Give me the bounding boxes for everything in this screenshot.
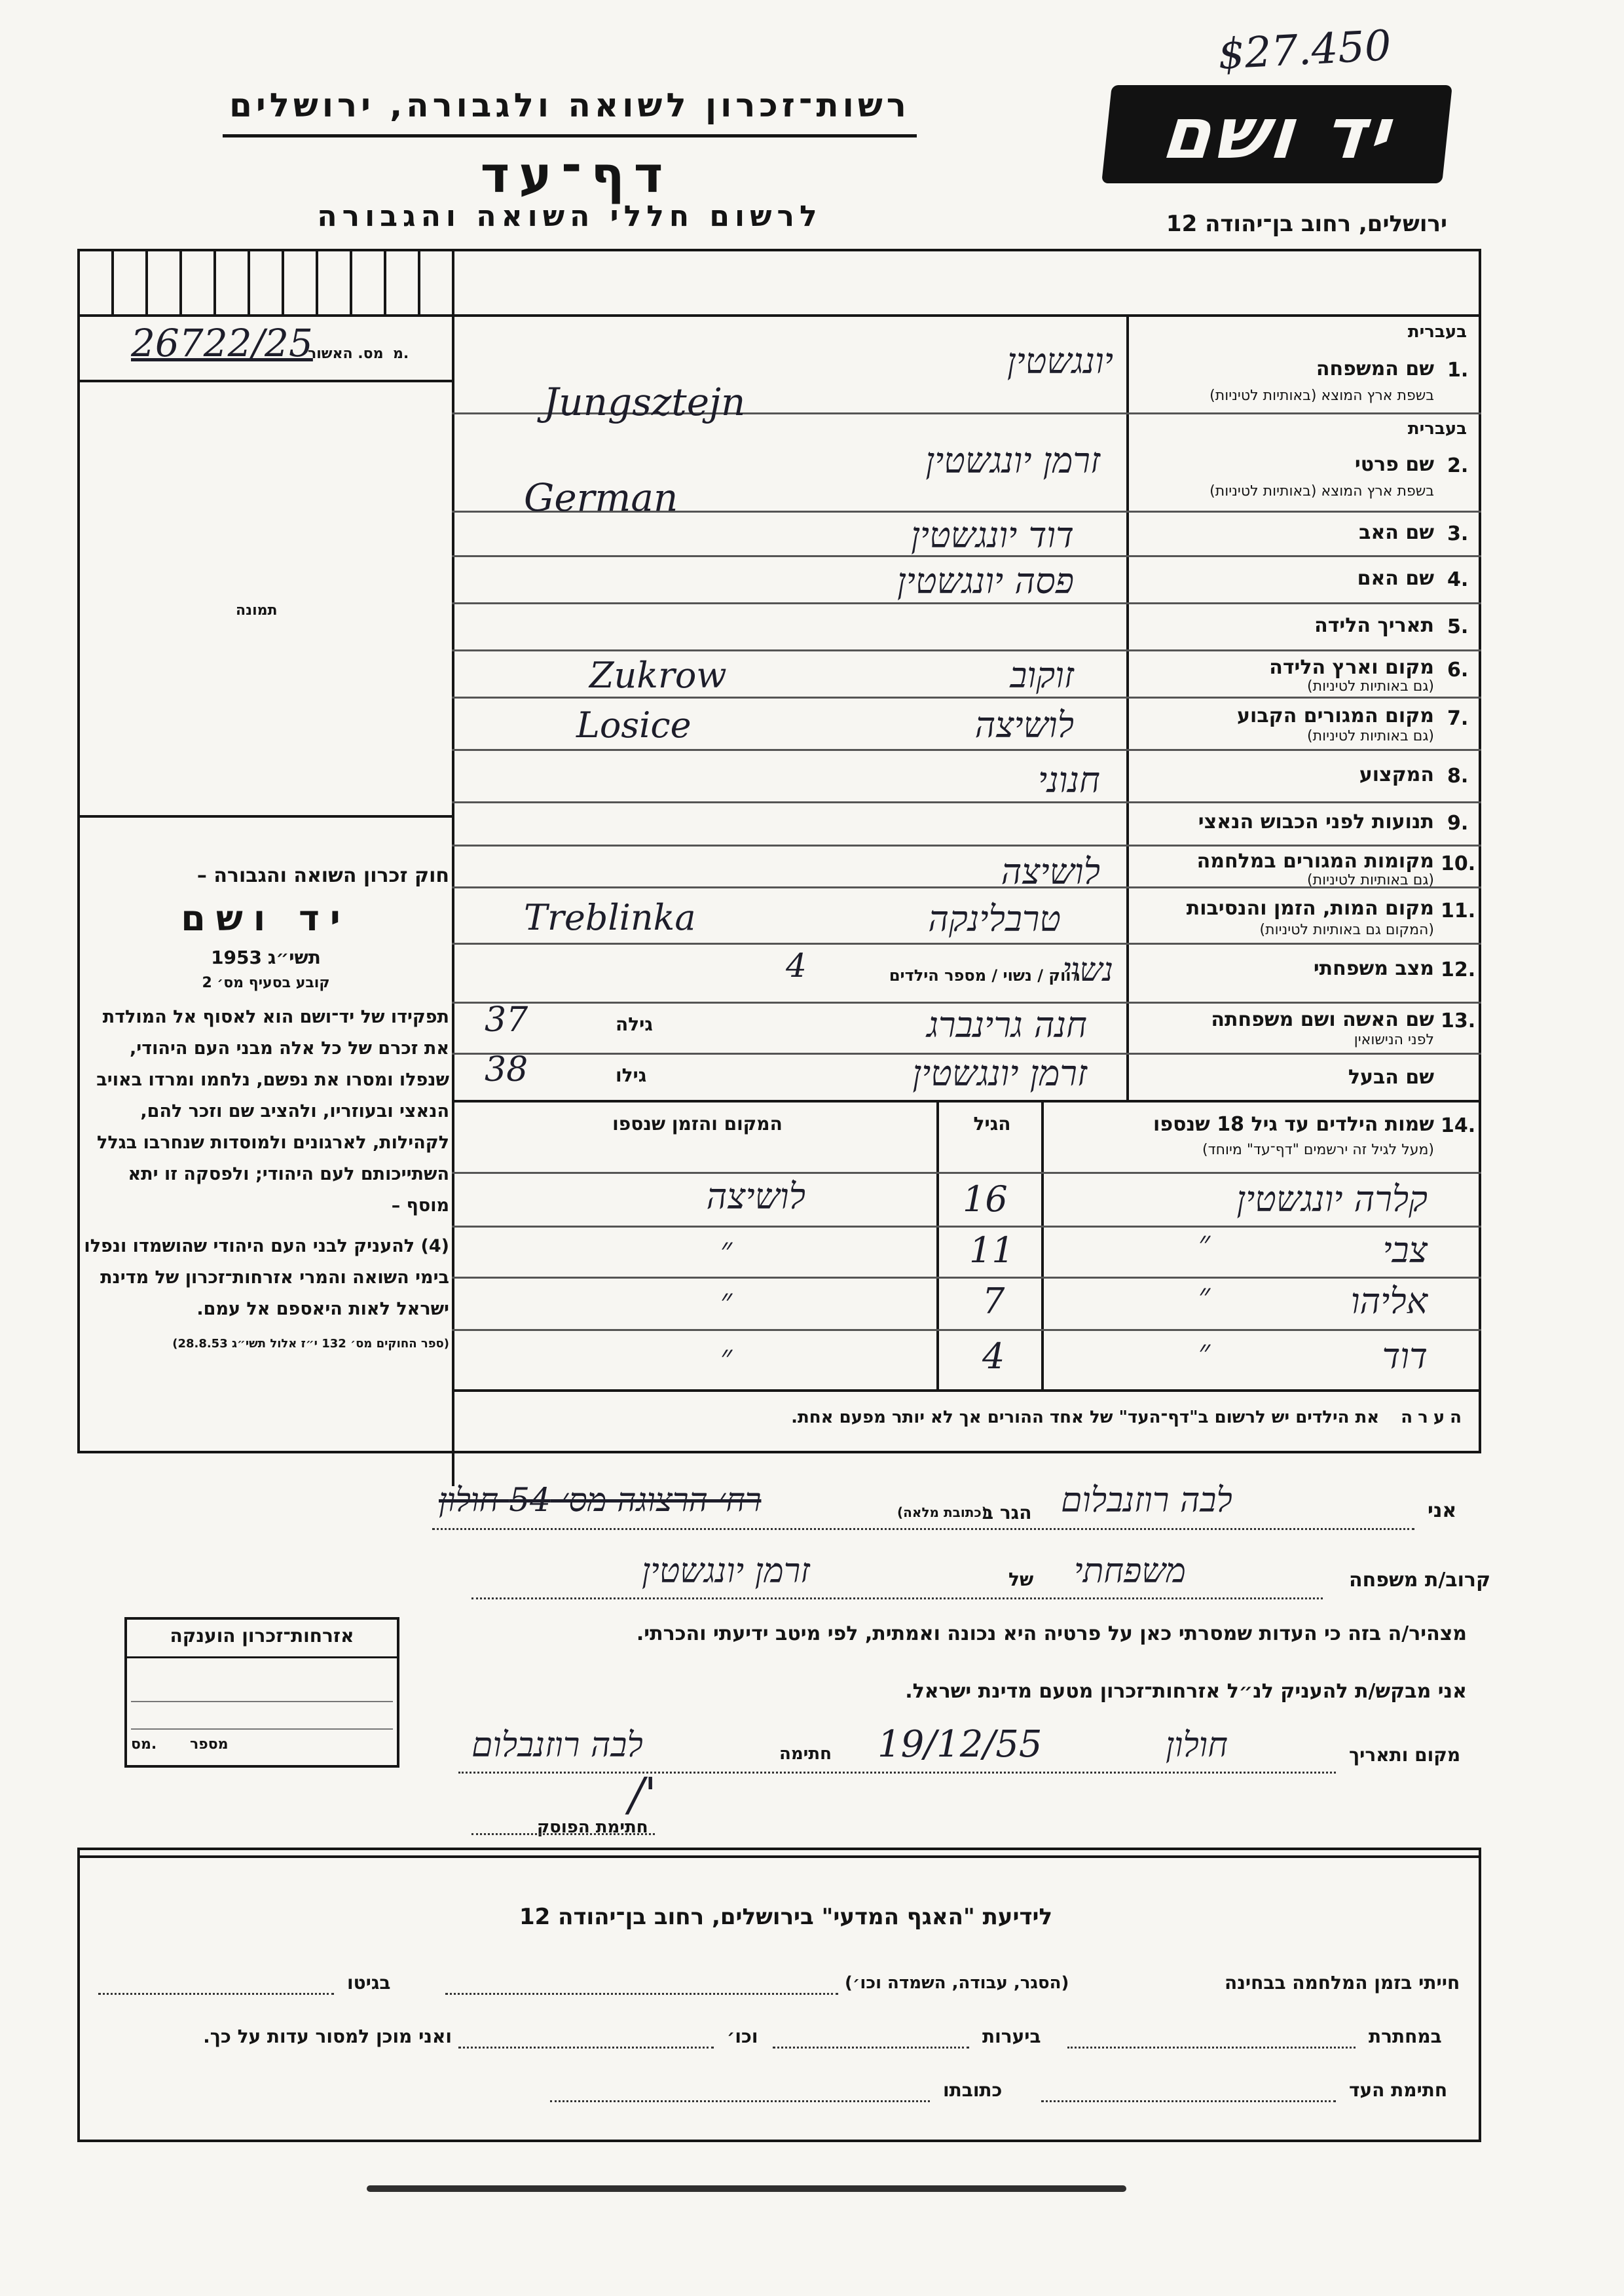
child-4-age: 4 [982,1336,1005,1377]
declaration-relative-label: קרוב/ת משפחה [1349,1569,1491,1592]
field-13-sub: לפני הנישואין [1354,1032,1434,1048]
field-1-latin: Jungsztejn [544,380,746,424]
law-text: תפקידו של יד־ושם הוא לאסוף אל המולדת את זכרם של כל אלה מבני העם היהודי, שנפלו ומסרו את נפשם, נלחמו ומרדו באויב הנאצי ובעוזריו, ולהציב שם וזכר להם, לקהילות, לארגונים ולמוסדות שנחרבו בגלל השתייכותם לעם היהודי; ולפסקה זו יתא מוסף – [96,1007,449,1216]
child-1-place: לושיצה [706,1176,805,1217]
declaration-resides-label: הגר ב [982,1502,1032,1523]
field-8-number: 8. [1447,765,1469,788]
field-5-label: תאריך הלידה [1314,614,1434,637]
field-2-sub: בשפת ארץ המוצא (באותיות לטיניות) [1209,483,1434,500]
child-1-age: 16 [963,1178,1008,1220]
yad-vashem-logo [1101,85,1452,183]
authority-title: רשות־זכרון לשואה ולגבורה, ירושלים [229,86,910,124]
photo-label: תמונה [236,602,278,619]
field-4-value: פסה יונגשטין [897,560,1074,602]
place-date-label: מקום ותאריך [1349,1744,1461,1766]
field-12-value: נשוי [1062,951,1113,989]
field-husband-label: שם הבעל [1348,1066,1434,1089]
footer-line1-label: חייתי בזמן המלחמה בבחינה [1225,1972,1460,1994]
children-sub: (מעל לגיל זה ירשמים "דף־עד" מיוחד) [1202,1142,1434,1158]
field-6-label: מקום וארץ הלידה [1269,656,1434,679]
declaration-of-value: זרמן יונגשטין [642,1552,810,1591]
field-7-sub: (גם באותיות לטיניות) [1307,728,1434,744]
declaration-relative-value: משפחתי [1074,1552,1187,1591]
declaration-request: אני מבקש/ת להעניק לנ״ל אזרחות־זכרון מטעם מדינת ישראל. [905,1680,1467,1703]
footer-line3-label: חתימת העד [1349,2079,1448,2101]
children-col-place-divider [936,1102,939,1391]
field-12-children-count: 4 [786,947,807,985]
field-6-number: 6. [1447,659,1469,682]
approval-prefix: מ. [393,346,409,362]
judge-signature-label: חתימת הפוסק [537,1817,648,1837]
children-col-age-divider [1041,1102,1044,1391]
declaration-i-value: לבה רוזנבלום [1061,1481,1232,1520]
child-1-name: קלרה יונגשטין [1236,1178,1428,1220]
field-husband-value: זרמן יונגשטין [912,1053,1087,1094]
field-3-number: 3. [1447,522,1469,545]
footer-line2-etc: וכו׳ [727,2026,758,2047]
field-2-number: 2. [1447,454,1469,477]
top-strip-bottom [77,314,1481,317]
field-9-label: תנועות לפני הכבוש הנאצי [1198,811,1434,833]
sheet-title: דף־עד [480,145,673,204]
child-4-mark: ״ [1198,1333,1211,1370]
field-12-label: מצב משפחתי [1313,957,1434,980]
law-clause: קובע בסעיף מס׳ 2 [202,975,330,991]
field-2-heb-tag: בעברית [1407,419,1467,439]
field-4-number: 4. [1447,568,1469,591]
place-value: חולון [1166,1726,1228,1765]
child-3-name: אליהו [1350,1281,1428,1322]
child-3-place: ״ [720,1282,733,1319]
field-9-number: 9. [1447,812,1469,835]
field-1-label: שם המשפחה [1316,357,1434,380]
footer-frame [77,1848,1481,2142]
footer-line1-hint: (הסגר, עבודה, השמדה וכו׳) [845,1973,1069,1993]
child-2-place: ״ [720,1231,733,1267]
field-3-label: שם האב [1359,521,1434,544]
children-col-age: הגיל [973,1113,1011,1135]
field-10-value: לושיצה [1001,851,1100,892]
field-10-sub: (גם באותיות לטיניות) [1307,872,1434,888]
scan-smudge [367,2185,1126,2192]
field-10-label: מקומות המגורים במלחמה [1196,850,1434,873]
note-label: הערה [1401,1408,1467,1427]
child-4-name: דוד [1382,1336,1428,1377]
date-value: 19/12/55 [877,1723,1043,1766]
field-13-label: שם האשה ושם משפחתה [1211,1008,1434,1031]
footer-line2-mid: ביערות [982,2026,1041,2047]
citizenship-number-prefix: מס. [131,1736,157,1753]
logo-text: יד ושם [1158,93,1396,175]
top-handwritten-number: $27.450 [1217,22,1393,79]
citizenship-number-label: מספר [190,1736,229,1753]
law-year: 1953 [211,947,263,968]
declaration-address-hint: (כתובת מלאה) [897,1504,987,1520]
field-11-value: טרבלינקה [928,898,1061,939]
field-7-value: לושיצה [974,704,1074,746]
field-11-label: מקום המות, הזמן והנסיבות [1186,897,1434,920]
child-3-age: 7 [982,1281,1005,1322]
field-1-sub: בשפת ארץ המוצא (באותיות לטיניות) [1209,388,1434,404]
judge-signature-value: /' [629,1768,657,1821]
law-section [83,864,449,1351]
field-7-label: מקום המגורים הקבוע [1237,704,1434,727]
note-text: את הילדים יש לרשום ב"דף־העד" של אחד ההורים אך לא יותר מפעם אחת. [791,1408,1380,1427]
child-2-mark: ״ [1198,1224,1211,1261]
declaration-of-label: של [1008,1569,1034,1590]
field-6-sub: (גם באותיות לטיניות) [1307,678,1434,695]
field-13-age: 37 [485,1000,528,1040]
field-10-number: 10. [1441,852,1476,875]
footer-line2-label: במחתרת [1369,2026,1442,2047]
field-husband-age: 38 [485,1050,528,1089]
field-12-number: 12. [1441,958,1476,981]
children-col-place: המקום והזמן שנספו [612,1113,783,1135]
field-7-number: 7. [1447,707,1469,730]
field-1-heb-tag: בעברית [1407,322,1467,342]
signature-value: לבה רוזנבלום [471,1726,643,1765]
field-2-value: זרמן יונגשטין [925,440,1100,481]
field-6-value: זוקוב [1010,655,1074,696]
children-number: 14. [1441,1114,1476,1137]
child-4-place: ״ [720,1338,733,1375]
declaration-address-value: רח׳ הרצוגה מס׳ 54 חולון [439,1481,762,1519]
field-1-number: 1. [1447,359,1469,382]
field-6-latin: Zukrow [589,655,727,696]
child-2-name: צבי [1382,1230,1428,1271]
field-2-label: שם פרטי [1354,453,1434,476]
footer-line2-end: ואני מוכן למסור עדות על כך. [203,2026,452,2047]
authority-underline [223,134,917,137]
field-11-latin: Treblinka [524,897,696,938]
field-13-value: חנה גרינברג [927,1004,1087,1046]
field-12-options: רווק / נשוי / מספר הילדים [889,966,1080,985]
citizenship-title: אזרחות־זכרון הוענקה [170,1625,354,1647]
field-1-value: יונגשטין [1006,340,1113,382]
law-text-2: (4) להעניק לבני העם היהודי שהושמדו ונפלו בימי השואה והמרי אזרחות־זכרון של מדינת ישראל לאות היאספם אל עמם. [84,1236,449,1319]
field-11-sub: (המקום גם באותיות לטיניות) [1259,922,1434,938]
law-year-hebrew: תשי״ג [267,947,321,968]
field-13-number: 13. [1441,1010,1476,1032]
law-name: יד ושם [181,898,351,939]
field-7-latin: Losice [576,704,692,746]
note-row [458,1408,1467,1427]
left-column-divider [452,249,454,1486]
field-8-value: חנוני [1037,759,1100,801]
field-2-latin: German [524,475,678,520]
child-3-mark: ״ [1198,1277,1211,1313]
declaration-i-label: אני [1428,1499,1457,1522]
labels-column-divider [1126,314,1129,1100]
address-line: ירושלים, רחוב בן־יהודה 12 [1166,211,1447,237]
field-11-number: 11. [1441,900,1476,922]
field-13-age-label: גילה [616,1013,653,1035]
declaration-statement: מצהיר/ה בזה כי העדות שמסרתי כאן על פרטיה היא נכונה ואמתית, לפי מיטב ידיעתי והכרתי. [636,1622,1467,1645]
footer-line1-end: בגיטו [347,1972,391,1994]
approval-number: 26722/25 [131,321,313,365]
field-3-value: דוד יונגשטין [911,515,1074,556]
child-2-age: 11 [969,1230,1014,1271]
footer-line3-end: כתובתו [943,2079,1003,2101]
law-title: חוק זכרון השואה והגבורה – [196,864,449,887]
law-year-line [83,947,449,968]
signature-label: חתימה [779,1744,832,1764]
field-5-number: 5. [1447,615,1469,638]
children-label: שמות הילדים עד גיל 18 שנספו [1153,1113,1434,1136]
law-reference: (ספר החוקים מס׳ 132 י״ז אלול תשי״ג 28.8.53) [172,1337,449,1351]
approval-label: מס. האשור [308,346,384,362]
field-husband-age-label: גילו [616,1065,647,1086]
field-4-label: שם האם [1357,567,1434,590]
sheet-subtitle: לרשום חללי השואה והגבורה [317,200,822,233]
footer-info: לידיעת "האגף המדעי" בירושלים, רחוב בן־יהודה 12 [519,1904,1053,1930]
field-8-label: המקצוע [1359,763,1434,786]
